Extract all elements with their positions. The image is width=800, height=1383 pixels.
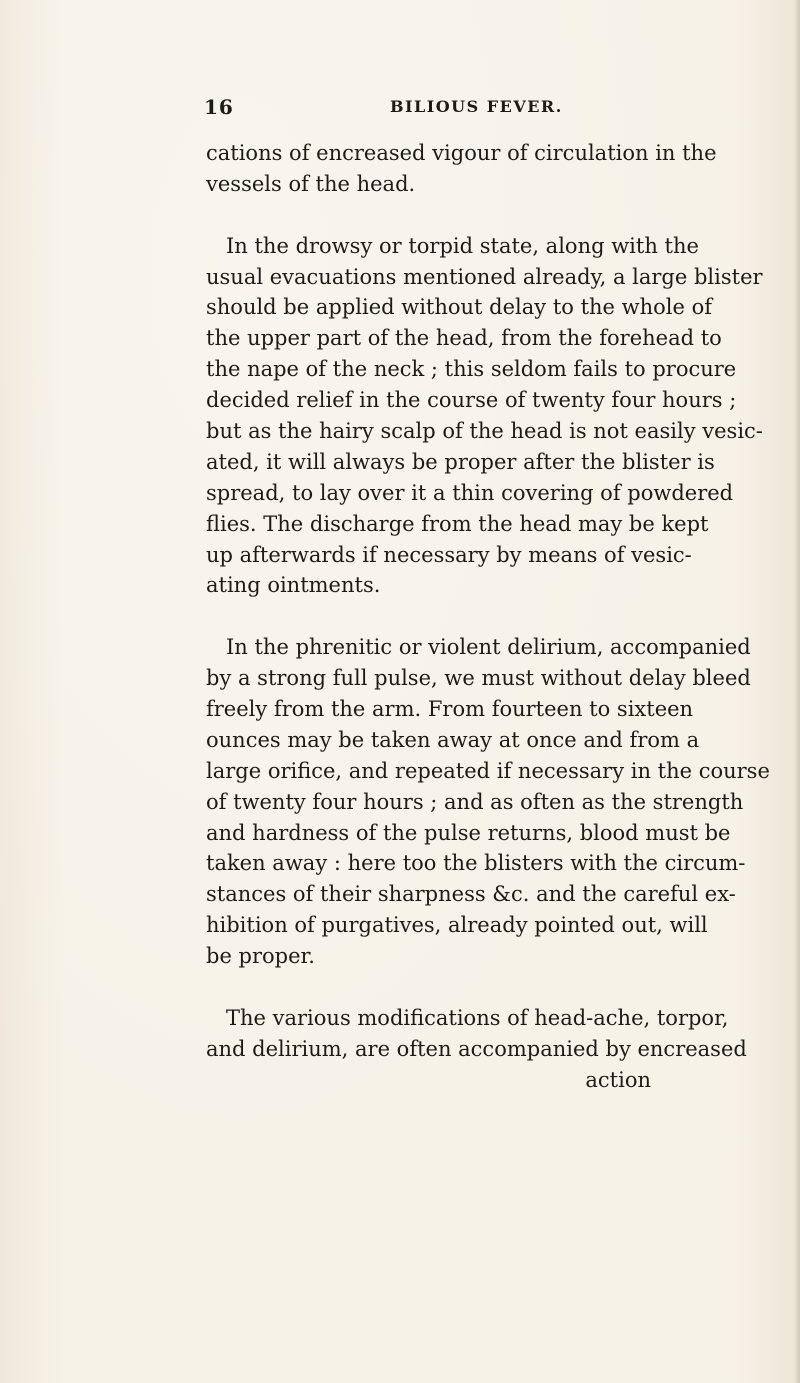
text-line: the upper part of the head, from the forehead to — [206, 326, 722, 351]
text-line: large orifice, and repeated if necessary in the course — [206, 758, 770, 783]
text-line: the nape of the neck ; this seldom fails to procure — [206, 357, 737, 382]
page-edge-shadow — [794, 0, 800, 1383]
text-line: usual evacuations mentioned already, a large blister — [206, 264, 763, 289]
text-line: ated, it will always be proper after the blister is — [206, 449, 715, 474]
text-line: spread, to lay over it a thin covering of powdered — [206, 480, 734, 505]
text-line: stances of their sharpness &c. and the careful ex- — [206, 882, 736, 907]
text-line: decided relief in the course of twenty four hours ; — [206, 388, 737, 413]
text-line: cations of encreased vigour of circulation in the — [206, 141, 717, 165]
page-number: 16 — [204, 95, 234, 119]
catchword: action — [585, 1067, 651, 1092]
text-line: ating ointments. — [206, 573, 381, 598]
body-text — [206, 138, 770, 1096]
text-line: by a strong full pulse, we must without delay bleed — [206, 666, 751, 691]
text-line: ounces may be taken away at once and from a — [206, 727, 700, 752]
text-line: be proper. — [206, 944, 315, 969]
text-line: should be applied without delay to the whole of — [206, 295, 713, 320]
text-line: The various modifications of head-ache, torpor, — [226, 1005, 729, 1030]
text-line: up afterwards if necessary by means of vesic- — [206, 542, 692, 567]
text-line: freely from the arm. From fourteen to sixteen — [206, 697, 694, 722]
text-line: In the phrenitic or violent delirium, accompanied — [226, 635, 751, 660]
text-line: flies. The discharge from the head may be kept — [206, 511, 709, 536]
text-line: taken away : here too the blisters with the circum- — [206, 851, 746, 876]
text-line: but as the hairy scalp of the head is not easily vesic- — [206, 419, 763, 444]
text-line: of twenty four hours ; and as often as the strength — [206, 789, 744, 814]
running-head: BILIOUS FEVER. — [390, 97, 563, 116]
text-line: In the drowsy or torpid state, along with the — [226, 233, 699, 258]
text-line: vessels of the head. — [206, 171, 416, 196]
text-line: hibition of purgatives, already pointed out, will — [206, 913, 708, 938]
page-header — [204, 95, 574, 125]
text-line: and delirium, are often accompanied by encreased — [206, 1036, 747, 1061]
text-line: and hardness of the pulse returns, blood must be — [206, 820, 731, 845]
